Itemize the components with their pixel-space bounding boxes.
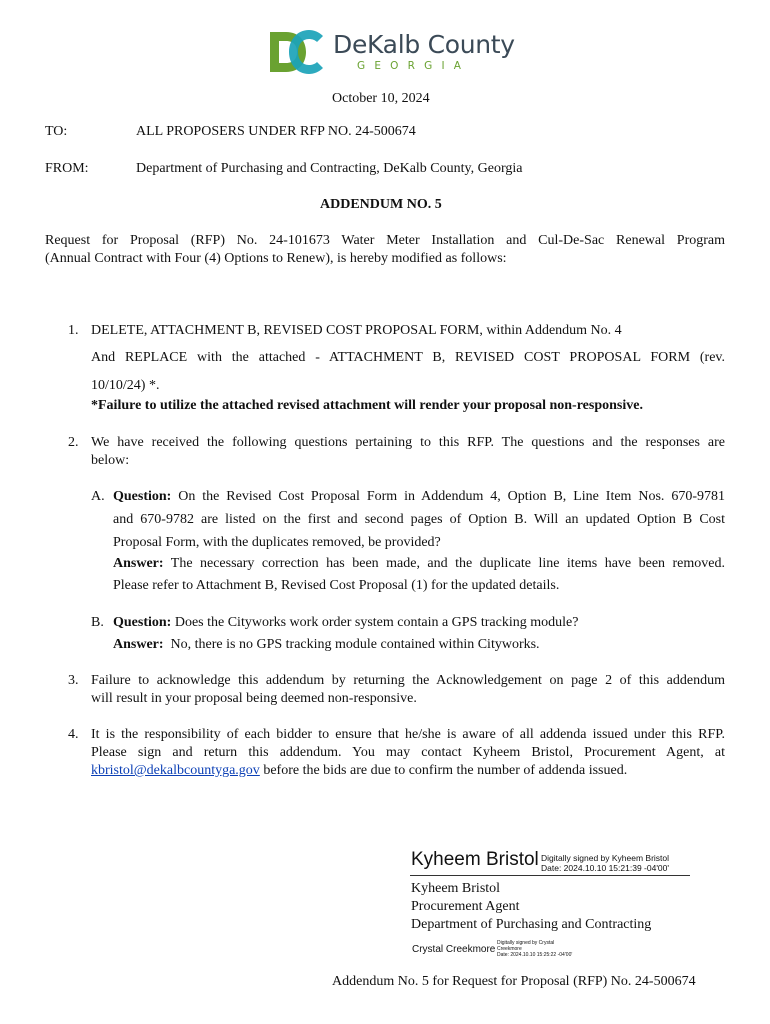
qa-b-answer-label: Answer: bbox=[113, 637, 164, 652]
from-value: Department of Purchasing and Contracting, DeKalb County, Georgia bbox=[136, 161, 523, 176]
qa-b-question-line-1 bbox=[113, 613, 578, 632]
item-3-number: 3. bbox=[68, 673, 79, 688]
qa-a-question-label: Question: bbox=[113, 489, 172, 504]
qa-b-letter: B. bbox=[91, 615, 104, 630]
item-2-line-1: We have received the following questions pertaining to this RFP. The questions and the responses are bbox=[91, 435, 725, 450]
contact-email-link[interactable]: kbristol@dekalbcountyga.gov bbox=[91, 763, 260, 778]
item-1-line-3: 10/10/24) *. bbox=[91, 378, 160, 393]
signature-line bbox=[410, 875, 690, 876]
qa-a-answer-label: Answer: bbox=[113, 556, 164, 571]
qa-a-letter: A. bbox=[91, 489, 105, 504]
addendum-title: ADDENDUM NO. 5 bbox=[320, 197, 442, 212]
qa-a-answer-line-1 bbox=[113, 554, 725, 573]
item-2-line-2: below: bbox=[91, 453, 130, 468]
qa-b-question-text-1: Does the Cityworks work order system contain a GPS tracking module? bbox=[171, 615, 579, 630]
item-2-number: 2. bbox=[68, 435, 79, 450]
item-4-line-2: Please sign and return this addendum. You may contact Kyheem Bristol, Procurement Agent, at bbox=[91, 745, 725, 760]
signer-role: Procurement Agent bbox=[411, 899, 520, 914]
digital-signature-line-1: Digitally signed by Kyheem Bristol bbox=[541, 853, 670, 863]
to-label: TO: bbox=[45, 124, 68, 139]
second-signature-name: Crystal Creekmore bbox=[412, 944, 496, 955]
item-1-line-1: DELETE, ATTACHMENT B, REVISED COST PROPOSAL FORM, within Addendum No. 4 bbox=[91, 323, 622, 338]
qa-b-answer-text-1: No, there is no GPS tracking module contained within Cityworks. bbox=[163, 637, 540, 652]
item-4-number: 4. bbox=[68, 727, 79, 742]
logo-state-name: GEORGIA bbox=[357, 60, 471, 72]
signer-name: Kyheem Bristol bbox=[411, 881, 501, 896]
qa-a-question-text-1: On the Revised Cost Proposal Form in Addendum 4, Option B, Line Item Nos. 670-9781 bbox=[171, 489, 725, 504]
digital-signature-name: Kyheem Bristol bbox=[411, 849, 539, 870]
qa-b-answer-line-1 bbox=[113, 635, 540, 654]
qa-a-question-line-3: Proposal Form, with the duplicates removed, be provided? bbox=[113, 535, 441, 550]
page-footer: Addendum No. 5 for Request for Proposal (RFP) No. 24-500674 bbox=[332, 974, 696, 989]
dc-logo-icon bbox=[268, 28, 328, 76]
qa-a-answer-text-1: The necessary correction has been made, and the duplicate line items have been removed. bbox=[163, 556, 725, 571]
document-date: October 10, 2024 bbox=[332, 91, 430, 106]
item-3-line-2: will result in your proposal being deemed non-responsive. bbox=[91, 691, 417, 706]
intro-line-1: Request for Proposal (RFP) No. 24-101673 Water Meter Installation and Cul-De-Sac Renewal Program bbox=[45, 233, 725, 248]
intro-line-2: (Annual Contract with Four (4) Options to Renew), is hereby modified as follows: bbox=[45, 251, 507, 266]
item-1-warning: *Failure to utilize the attached revised attachment will render your proposal non-responsive. bbox=[91, 398, 643, 413]
item-4-line-1: It is the responsibility of each bidder to ensure that he/she is aware of all addenda issued under this RFP. bbox=[91, 727, 725, 742]
item-1-number: 1. bbox=[68, 323, 79, 338]
item-1-line-2: And REPLACE with the attached - ATTACHMENT B, REVISED COST PROPOSAL FORM (rev. bbox=[91, 350, 725, 365]
second-signature-line-1: Digitally signed by Crystal bbox=[497, 940, 555, 946]
item-4-line-3 bbox=[91, 761, 627, 780]
logo-county-name: DeKalb County bbox=[333, 30, 515, 59]
second-signature-line-2: Creekmore bbox=[497, 946, 522, 952]
from-label: FROM: bbox=[45, 161, 89, 176]
qa-a-answer-line-2: Please refer to Attachment B, Revised Cost Proposal (1) for the updated details. bbox=[113, 578, 560, 593]
second-signature-info bbox=[497, 940, 572, 958]
qa-b-question-label: Question: bbox=[113, 615, 172, 630]
to-value: ALL PROPOSERS UNDER RFP NO. 24-500674 bbox=[136, 124, 416, 139]
item-3-line-1: Failure to acknowledge this addendum by returning the Acknowledgement on page 2 of this addendum bbox=[91, 673, 725, 688]
signer-department: Department of Purchasing and Contracting bbox=[411, 917, 652, 932]
item-4-line-3-rest: before the bids are due to confirm the number of addenda issued. bbox=[259, 763, 628, 778]
digital-signature-line-2: Date: 2024.10.10 15:21:39 -04'00' bbox=[541, 863, 670, 873]
qa-a-question-line-2: and 670-9782 are listed on the first and second pages of Option B. Will an updated Option B Cost bbox=[113, 512, 725, 527]
second-signature-line-3: Date: 2024.10.10 15:25:22 -04'00' bbox=[497, 952, 573, 958]
digital-signature-info bbox=[541, 853, 669, 873]
qa-a-question-line-1 bbox=[113, 487, 725, 506]
